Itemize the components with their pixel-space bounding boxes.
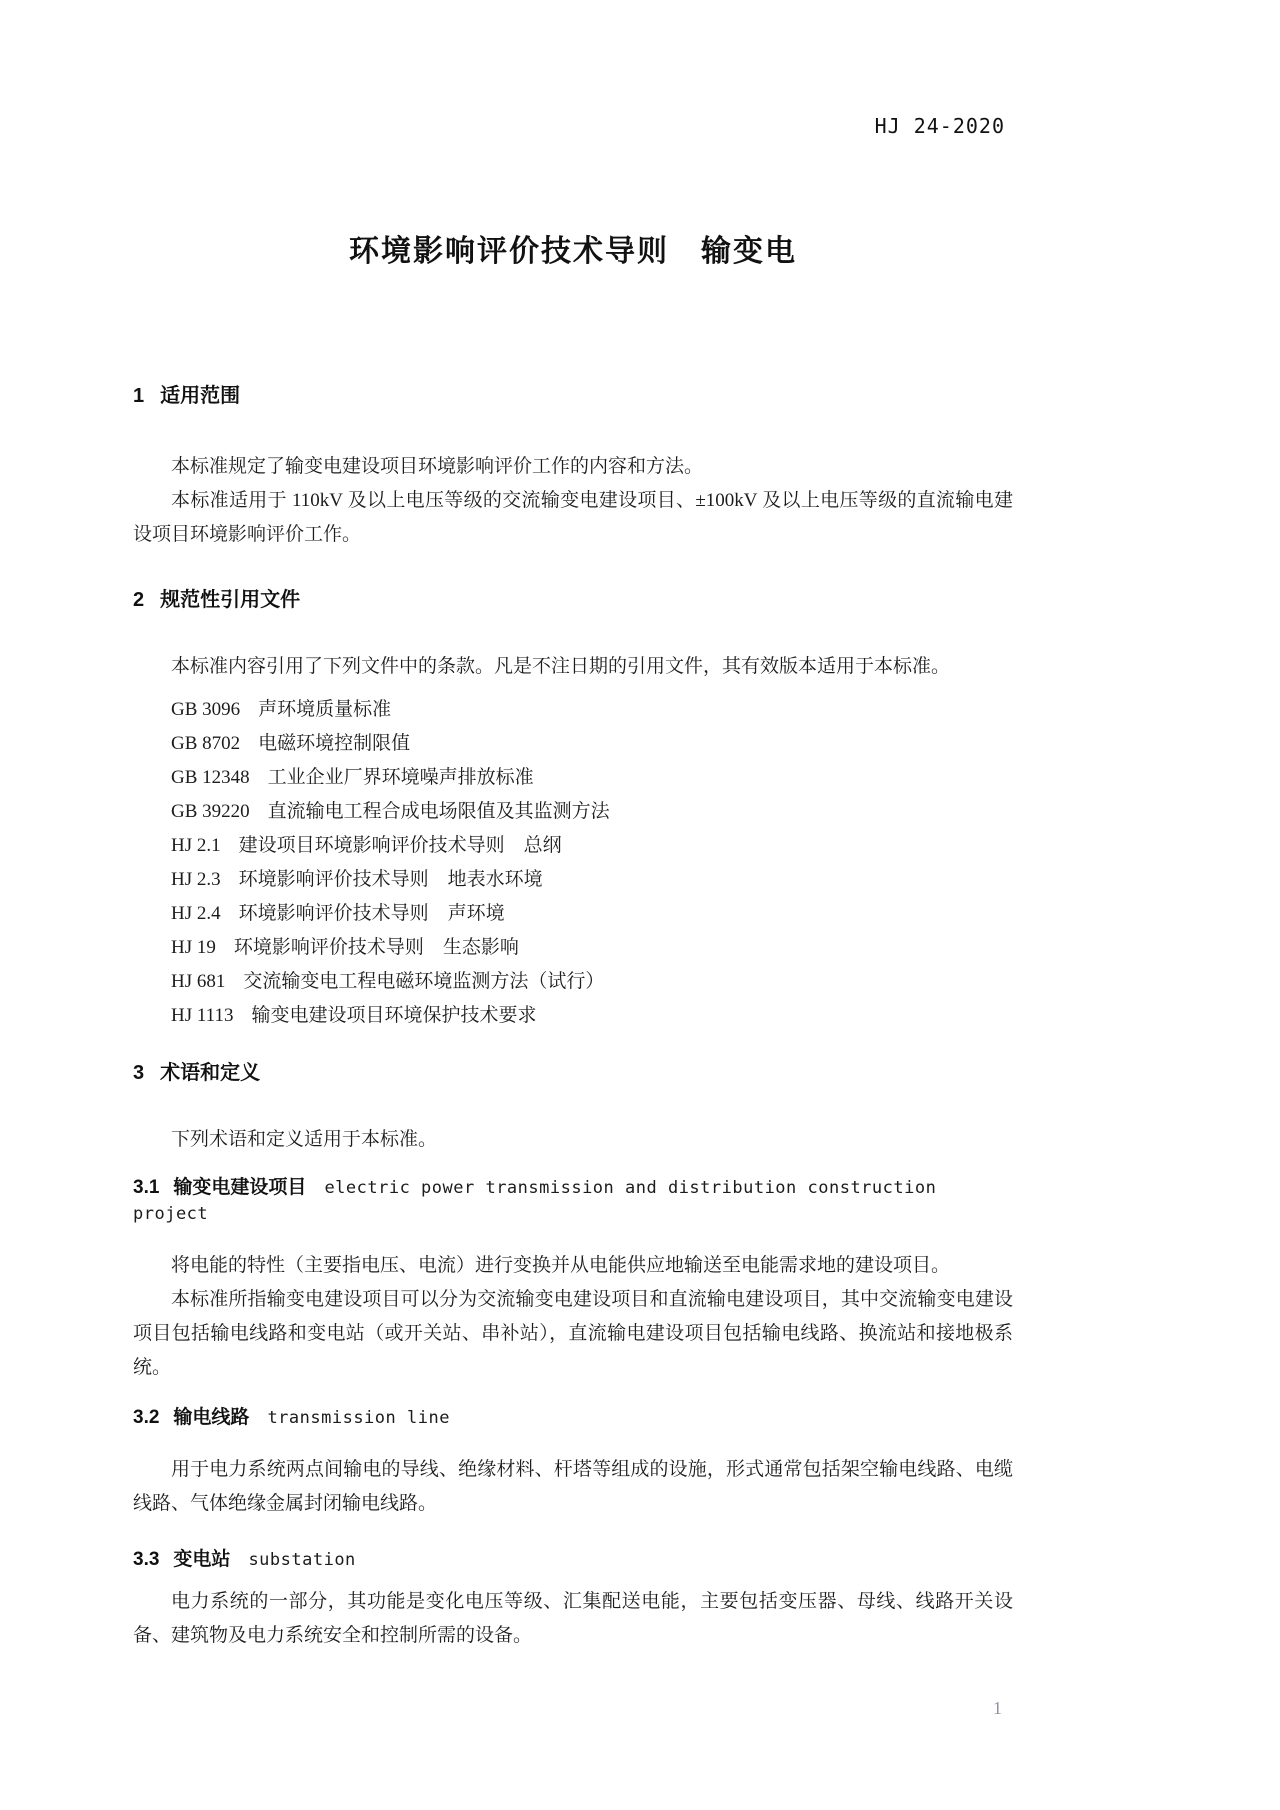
page-title: 环境影响评价技术导则 输变电 — [349, 235, 797, 268]
reference-code: GB 8702 — [171, 733, 241, 754]
paragraph: 本标准所指输变电建设项目可以分为交流输变电建设项目和直流输电建设项目，其中交流输变电建设项目包括输电线路和变电站（或开关站、串补站），直流输电建设项目包括输电线路、换流站和接地极系统。 — [133, 1289, 1013, 1378]
term-name-en: substation — [248, 1550, 356, 1570]
paragraph: 本标准规定了输变电建设项目环境影响评价工作的内容和方法。 — [171, 456, 704, 477]
reference-code: HJ 681 — [171, 971, 226, 992]
reference-item — [133, 897, 1013, 931]
reference-name: 环境影响评价技术导则 声环境 — [238, 903, 505, 924]
reference-list — [133, 693, 1013, 1033]
term-number: 3.2 — [133, 1407, 160, 1428]
reference-code: GB 3096 — [171, 699, 241, 720]
term-name-en: transmission line — [267, 1408, 450, 1428]
reference-name: 电磁环境控制限值 — [258, 733, 411, 754]
reference-item — [133, 999, 1013, 1033]
term-name-zh: 变电站 — [173, 1549, 231, 1570]
page-number: 1 — [993, 1698, 1002, 1718]
section-number: 2 — [133, 589, 145, 611]
reference-item — [133, 863, 1013, 897]
term-3-1-heading — [133, 1175, 1013, 1227]
reference-name: 声环境质量标准 — [258, 699, 392, 720]
paragraph: 用于电力系统两点间输电的导线、绝缘材料、杆塔等组成的设施，形式通常包括架空输电线路、电缆线路、气体绝缘金属封闭输电线路。 — [133, 1459, 1013, 1514]
reference-name: 工业企业厂界环境噪声排放标准 — [267, 767, 534, 788]
reference-item — [133, 965, 1013, 999]
reference-code: HJ 19 — [171, 937, 216, 958]
reference-name: 输变电建设项目环境保护技术要求 — [251, 1005, 537, 1026]
term-number: 3.1 — [133, 1177, 160, 1198]
section-3-heading — [133, 1059, 1013, 1087]
reference-code: HJ 1113 — [171, 1005, 234, 1026]
section-number: 3 — [133, 1062, 145, 1084]
reference-code: GB 12348 — [171, 767, 250, 788]
reference-item — [133, 761, 1013, 795]
reference-item — [133, 795, 1013, 829]
section-title: 术语和定义 — [160, 1062, 261, 1084]
reference-name: 环境影响评价技术导则 地表水环境 — [238, 869, 543, 890]
section-title: 适用范围 — [160, 385, 241, 407]
term-number: 3.3 — [133, 1549, 160, 1570]
page-content — [133, 0, 1013, 1653]
term-name-zh: 输电线路 — [173, 1407, 250, 1428]
paragraph: 本标准内容引用了下列文件中的条款。凡是不注日期的引用文件，其有效版本适用于本标准。 — [171, 656, 951, 677]
term-name-zh: 输变电建设项目 — [173, 1177, 307, 1198]
term-name-en: electric power transmission and distribution construction project — [133, 1178, 937, 1224]
section-title: 规范性引用文件 — [160, 589, 301, 611]
paragraph: 将电能的特性（主要指电压、电流）进行变换并从电能供应地输送至电能需求地的建设项目。 — [171, 1255, 951, 1276]
reference-code: GB 39220 — [171, 801, 250, 822]
reference-code: HJ 2.3 — [171, 869, 221, 890]
reference-name: 交流输变电工程电磁环境监测方法（试行） — [243, 971, 605, 992]
reference-name: 环境影响评价技术导则 生态影响 — [233, 937, 519, 958]
reference-code: HJ 2.4 — [171, 903, 221, 924]
doc-number: HJ 24-2020 — [874, 114, 1005, 138]
paragraph: 下列术语和定义适用于本标准。 — [171, 1129, 438, 1150]
section-2-heading — [133, 586, 1013, 614]
reference-name: 建设项目环境影响评价技术导则 总纲 — [238, 835, 562, 856]
reference-item — [133, 693, 1013, 727]
section-number: 1 — [133, 385, 145, 407]
term-3-2-heading — [133, 1405, 1013, 1431]
section-1-heading — [133, 382, 1013, 410]
reference-item — [133, 931, 1013, 965]
paragraph: 电力系统的一部分，其功能是变化电压等级、汇集配送电能，主要包括变压器、母线、线路开关设备、建筑物及电力系统安全和控制所需的设备。 — [133, 1591, 1013, 1646]
reference-item — [133, 727, 1013, 761]
reference-code: HJ 2.1 — [171, 835, 221, 856]
reference-item — [133, 829, 1013, 863]
term-3-3-heading — [133, 1547, 1013, 1573]
paragraph: 本标准适用于 110kV 及以上电压等级的交流输变电建设项目、±100kV 及以上电压等级的直流输电建设项目环境影响评价工作。 — [133, 490, 1013, 545]
reference-name: 直流输电工程合成电场限值及其监测方法 — [267, 801, 610, 822]
